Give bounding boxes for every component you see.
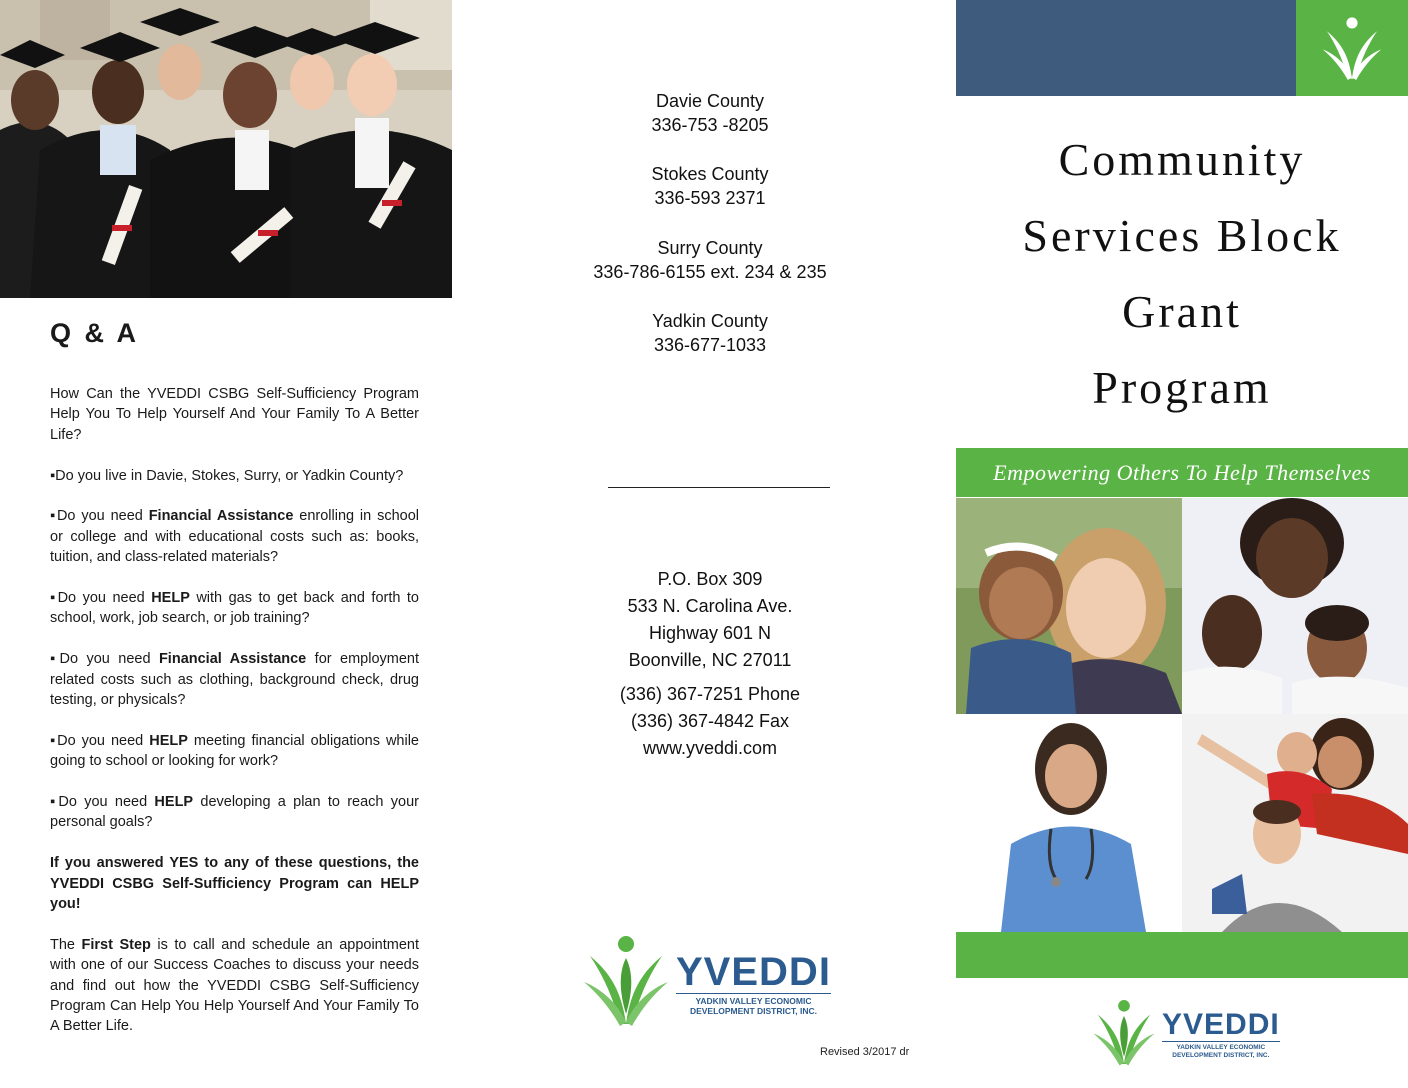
top-green-logo-box <box>1296 0 1408 96</box>
fax-number: (336) 367-4842 Fax <box>630 711 790 731</box>
question-county: ▪Do you live in Davie, Stokes, Surry, or Yadkin County? <box>50 467 404 484</box>
county-phone: 336-753 -8205 <box>651 115 769 135</box>
graduates-illustration <box>0 0 452 298</box>
title-line: Grant <box>1122 286 1242 337</box>
county-name: Stokes County <box>651 164 769 184</box>
yveddi-figure-icon <box>1320 16 1384 80</box>
logo-subtitle-line: YADKIN VALLEY ECONOMIC <box>1176 1043 1266 1051</box>
address-line: Highway 601 N <box>648 623 772 643</box>
county-name: Davie County <box>655 91 765 111</box>
family-illustration <box>1182 714 1408 932</box>
logo-subtitle-line: DEVELOPMENT DISTRICT, INC. <box>689 1005 817 1016</box>
title-line: Services Block <box>1022 210 1342 261</box>
logo-subtitle <box>676 993 831 1016</box>
county-name: Surry County <box>657 238 763 258</box>
qa-intro: How Can the YVEDDI CSBG Self-Sufficiency Program Help You To Help Yourself And Your Family To A Better Life? <box>50 386 419 443</box>
answer-statement: If you answered YES to any of these questions, the YVEDDI CSBG Self-Sufficiency Program can HELP you! <box>50 855 419 913</box>
first-step-text: The First Step is to call and schedule an appointment with one of our Success Coaches to discuss your needs and find out how the YVEDDI CSBG Self-Sufficiency Program Can Help You Help Yourself And Your Family To A Better Life. <box>50 936 420 1035</box>
photo-family <box>1182 714 1408 932</box>
website-link[interactable]: www.yveddi.com <box>642 738 778 758</box>
qa-heading: Q & A <box>50 318 139 348</box>
question-goals-plan: ▪Do you need HELP developing a plan to reach your personal goals? <box>50 794 419 831</box>
program-title <box>956 122 1408 426</box>
county-name: Yadkin County <box>652 311 768 331</box>
graduates-photo <box>0 0 452 298</box>
logo-subtitle <box>1162 1041 1280 1060</box>
nurse-illustration <box>956 714 1182 932</box>
yveddi-logo-middle <box>582 934 831 1026</box>
revised-note: Revised 3/2017 dr <box>820 1046 910 1058</box>
divider-line <box>608 487 830 488</box>
mother-baby-illustration <box>956 498 1182 714</box>
logo-name: YVEDDI <box>676 949 831 994</box>
logo-subtitle-line: DEVELOPMENT DISTRICT, INC. <box>1172 1051 1270 1059</box>
county-davie <box>520 89 900 137</box>
top-blue-bar <box>956 0 1296 96</box>
question-gas-help: ▪Do you need HELP with gas to get back and forth to school, work, job search, or job training? <box>50 590 419 627</box>
logo-name: YVEDDI <box>1162 1007 1280 1041</box>
county-phone: 336-593 2371 <box>654 188 766 208</box>
county-stokes <box>520 162 900 210</box>
county-surry <box>520 236 900 284</box>
yveddi-figure-icon <box>582 934 670 1026</box>
phone-number: (336) 367-7251 Phone <box>619 684 801 704</box>
logo-subtitle-line: YADKIN VALLEY ECONOMIC <box>695 995 812 1006</box>
tagline: Empowering Others To Help Themselves <box>993 459 1371 485</box>
photo-mother-children <box>1182 498 1408 714</box>
address-line: P.O. Box 309 <box>657 569 763 589</box>
county-phone: 336-786-6155 ext. 234 & 235 <box>593 262 827 282</box>
title-line: Community <box>1058 134 1306 185</box>
yveddi-logo-right <box>1092 998 1280 1066</box>
mother-children-illustration <box>1182 498 1408 714</box>
county-phone: 336-677-1033 <box>653 335 767 355</box>
county-yadkin <box>520 309 900 357</box>
photo-nurse <box>956 714 1182 932</box>
address-line: 533 N. Carolina Ave. <box>627 596 793 616</box>
yveddi-figure-icon <box>1092 998 1156 1066</box>
title-line: Program <box>1092 362 1272 413</box>
question-financial-obligations: ▪Do you need HELP meeting financial obligations while going to school or looking for work? <box>50 732 419 770</box>
qa-body <box>50 384 419 1057</box>
photo-mother-baby <box>956 498 1182 714</box>
mailing-address <box>520 566 900 674</box>
question-employment-assistance: ▪Do you need Financial Assistance for employment related costs such as clothing, background check, drug testing, or physicals? <box>50 651 419 709</box>
question-education-assistance: ▪Do you need Financial Assistance enrolling in school or college and with educational costs such as: books, tuition, and class-related materials? <box>50 508 419 566</box>
contact-info <box>520 681 900 762</box>
tagline-band <box>956 448 1408 497</box>
bottom-green-bar <box>956 932 1408 978</box>
address-line: Boonville, NC 27011 <box>628 650 792 670</box>
